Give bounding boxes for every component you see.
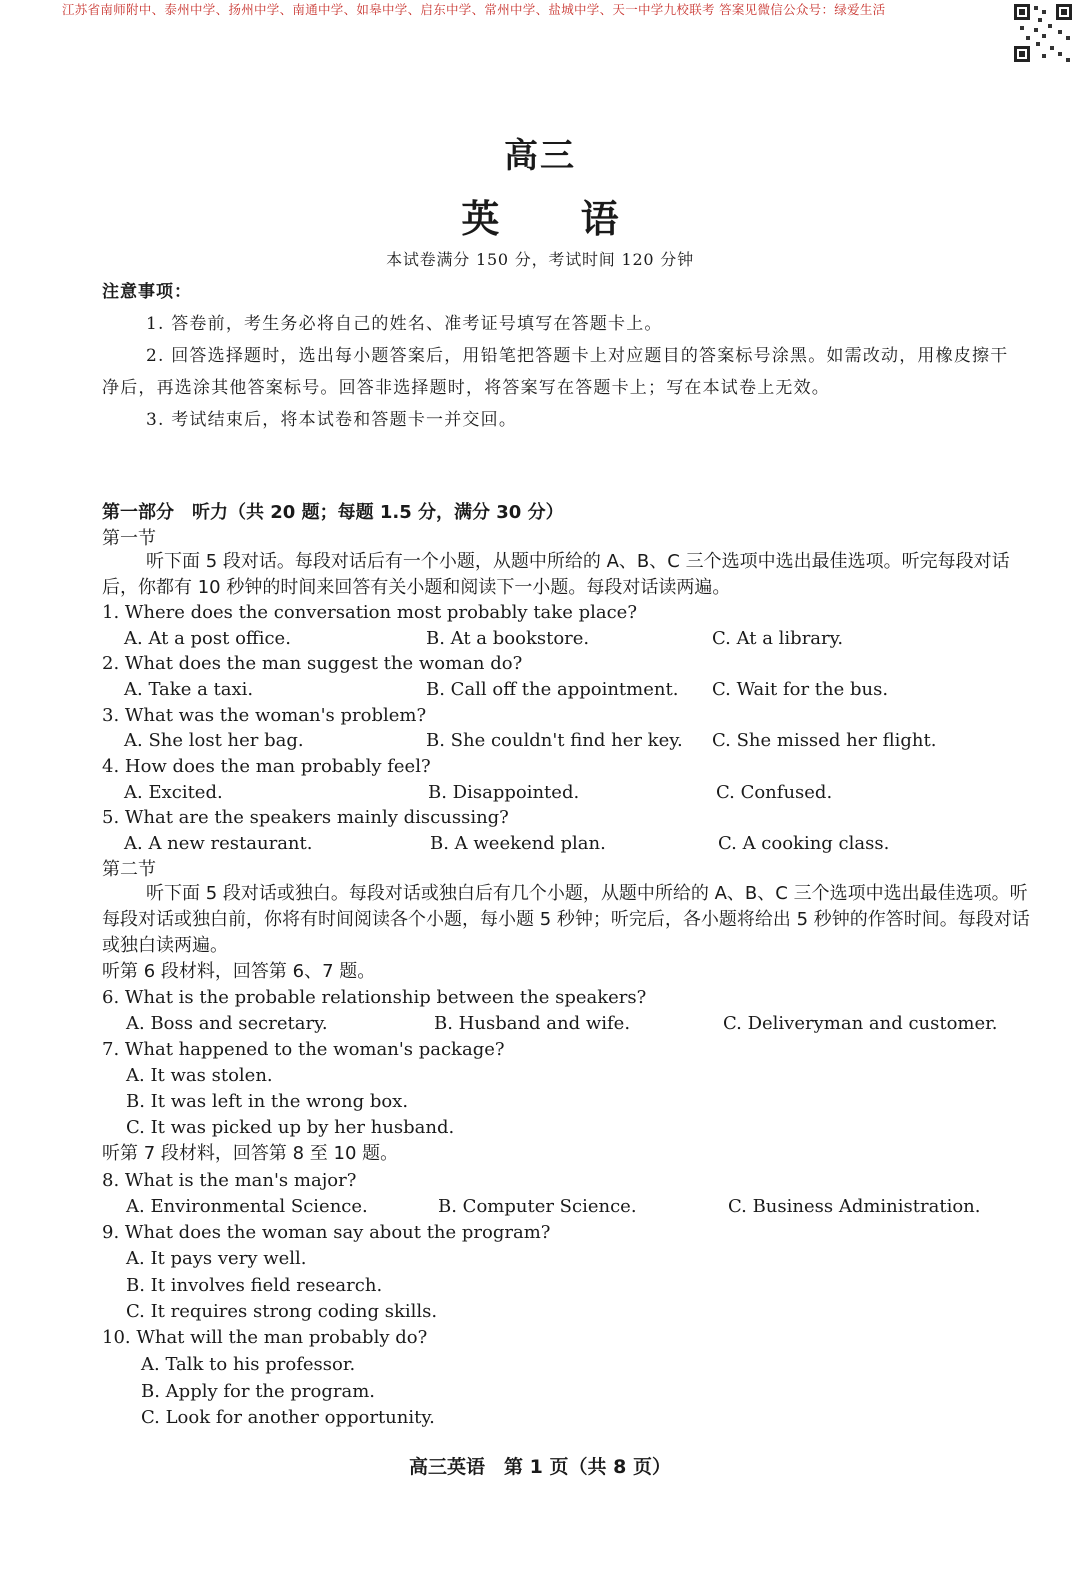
option-3b: B. She couldn't find her key. <box>426 730 683 751</box>
qr-code-icon <box>1012 2 1074 64</box>
option-8c: C. Business Administration. <box>728 1196 981 1217</box>
exam-info: 本试卷满分 150 分，考试时间 120 分钟 <box>386 250 694 269</box>
option-2b: B. Call off the appointment. <box>426 679 679 700</box>
question-10: 10. What will the man probably do? <box>102 1327 428 1348</box>
option-10c: C. Look for another opportunity. <box>141 1407 435 1428</box>
material-6-instruction: 听第 6 段材料，回答第 6、7 题。 <box>102 961 376 982</box>
section1-title: 第一节 <box>102 528 156 549</box>
question-1: 1. Where does the conversation most probably take place? <box>102 602 637 623</box>
question-3: 3. What was the woman's problem? <box>102 705 427 726</box>
option-9b: B. It involves field research. <box>126 1275 383 1296</box>
option-8a: A. Environmental Science. <box>126 1196 368 1217</box>
option-5a: A. A new restaurant. <box>124 833 313 854</box>
question-4: 4. How does the man probably feel? <box>102 756 431 777</box>
section1-instruction: 听下面 5 段对话。每段对话后有一个小题，从题中所给的 A、B、C 三个选项中选出最佳选项。听完每段对话后，你都有 10 秒钟的时间来回答有关小题和阅读下一小题。每段对话读两遍。 <box>102 551 1010 598</box>
subject-title: 英 语 <box>461 196 653 241</box>
option-2c: C. Wait for the bus. <box>712 679 889 700</box>
option-2a: A. Take a taxi. <box>124 679 254 700</box>
option-3c: C. She missed her flight. <box>712 730 937 751</box>
option-4c: C. Confused. <box>716 782 833 803</box>
material-7-instruction: 听第 7 段材料，回答第 8 至 10 题。 <box>102 1143 399 1164</box>
option-4a: A. Excited. <box>124 782 223 803</box>
option-9c: C. It requires strong coding skills. <box>126 1301 438 1322</box>
option-7a: A. It was stolen. <box>126 1065 273 1086</box>
option-1a: A. At a post office. <box>124 628 291 649</box>
option-1b: B. At a bookstore. <box>426 628 590 649</box>
option-10b: B. Apply for the program. <box>141 1381 375 1402</box>
question-6: 6. What is the probable relationship between the speakers? <box>102 987 647 1008</box>
question-5: 5. What are the speakers mainly discussing? <box>102 807 509 828</box>
option-10a: A. Talk to his professor. <box>141 1354 356 1375</box>
option-6a: A. Boss and secretary. <box>126 1013 328 1034</box>
option-9a: A. It pays very well. <box>126 1248 307 1269</box>
option-8b: B. Computer Science. <box>438 1196 637 1217</box>
option-7b: B. It was left in the wrong box. <box>126 1091 409 1112</box>
option-5c: C. A cooking class. <box>718 833 890 854</box>
note-item: 2. 回答选择题时，选出每小题答案后，用铅笔把答题卡上对应题目的答案标号涂黑。如需改动，用橡皮擦干净后，再选涂其他答案标号。回答非选择题时，将答案写在答题卡上；写在本试卷上无效。 <box>102 346 1009 398</box>
option-6c: C. Deliveryman and customer. <box>723 1013 998 1034</box>
option-1c: C. At a library. <box>712 628 844 649</box>
question-8: 8. What is the man's major? <box>102 1170 357 1191</box>
option-7c: C. It was picked up by her husband. <box>126 1117 455 1138</box>
question-9: 9. What does the woman say about the program? <box>102 1222 551 1243</box>
question-7: 7. What happened to the woman's package? <box>102 1039 505 1060</box>
exam-notes <box>102 276 1022 436</box>
part1-title: 第一部分 听力（共 20 题；每题 1.5 分，满分 30 分） <box>102 502 564 523</box>
grade-title: 高三 <box>504 136 576 176</box>
option-4b: B. Disappointed. <box>428 782 580 803</box>
header-banner: 江苏省南师附中、泰州中学、扬州中学、南通中学、如皋中学、启东中学、常州中学、盐城中学、天一中学九校联考 答案见微信公众号：绿爱生活 <box>62 2 886 17</box>
option-5b: B. A weekend plan. <box>430 833 606 854</box>
option-6b: B. Husband and wife. <box>434 1013 631 1034</box>
option-3a: A. She lost her bag. <box>124 730 304 751</box>
note-item: 3. 考试结束后，将本试卷和答题卡一并交回。 <box>146 410 518 430</box>
page-footer: 高三英语 第 1 页（共 8 页） <box>409 1456 671 1478</box>
notes-heading: 注意事项： <box>102 282 192 302</box>
note-item: 1. 答卷前，考生务必将自己的姓名、准考证号填写在答题卡上。 <box>146 314 663 334</box>
section2-instruction: 听下面 5 段对话或独白。每段对话或独白后有几个小题，从题中所给的 A、B、C 三个选项中选出最佳选项。听每段对话或独白前，你将有时间阅读各个小题，每小题 5 秒钟；听完后，各小题将给出 5 秒钟的作答时间。每段对话或独白读两遍。 <box>102 883 1030 956</box>
question-2: 2. What does the man suggest the woman do? <box>102 653 523 674</box>
section2-title: 第二节 <box>102 859 156 880</box>
